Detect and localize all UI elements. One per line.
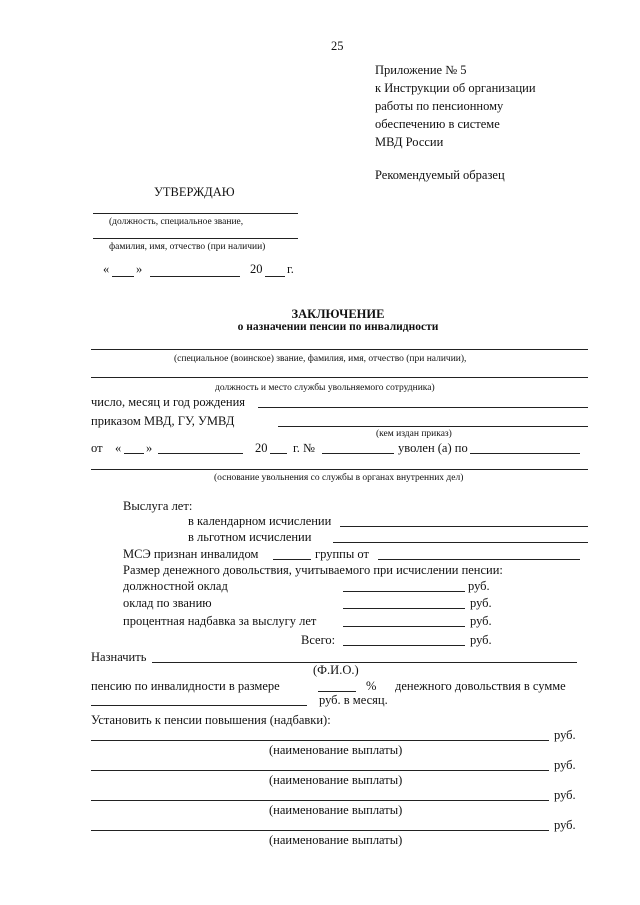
appendix-line-5: МВД России xyxy=(375,135,444,149)
total-rub: руб. xyxy=(470,633,492,647)
pension-sum-line[interactable] xyxy=(91,705,307,706)
increase-rub-3: руб. xyxy=(554,788,576,802)
approve-year-suffix: г. xyxy=(287,262,294,276)
order-year-line[interactable] xyxy=(270,453,287,454)
approve-year-line[interactable] xyxy=(265,276,285,277)
document-subtitle: о назначении пенсии по инвалидности xyxy=(237,321,439,333)
approve-month-line[interactable] xyxy=(150,276,240,277)
salary-rub: руб. xyxy=(468,579,490,593)
sample-label: Рекомендуемый образец xyxy=(375,168,505,182)
approve-name-hint: фамилия, имя, отчество (при наличии) xyxy=(109,242,266,252)
birth-date-label: число, месяц и год рождения xyxy=(91,395,246,409)
pension-allowance-text: денежного довольствия в сумме xyxy=(395,679,566,693)
salary-label: должностной оклад xyxy=(123,579,228,593)
service-calendar-label: в календарном исчислении xyxy=(188,514,332,528)
appendix-line-3: работы по пенсионному xyxy=(375,99,504,113)
rank-salary-label: оклад по званию xyxy=(123,596,212,610)
bonus-label: процентная надбавка за выслугу лет xyxy=(123,614,317,628)
salary-line[interactable] xyxy=(343,591,465,592)
order-from-label: от xyxy=(91,441,103,455)
order-close-quote: » xyxy=(146,441,153,455)
increase-hint-3: (наименование выплаты) xyxy=(269,803,403,817)
grounds-line[interactable] xyxy=(91,469,588,470)
increase-rub-2: руб. xyxy=(554,758,576,772)
service-title: Выслуга лет: xyxy=(123,499,193,513)
increase-line-4[interactable] xyxy=(91,830,549,831)
service-calendar-line[interactable] xyxy=(340,526,588,527)
increase-line-3[interactable] xyxy=(91,800,549,801)
order-number-line[interactable] xyxy=(322,453,394,454)
document-title: ЗАКЛЮЧЕНИЕ xyxy=(291,307,385,321)
assign-fio-hint: (Ф.И.О.) xyxy=(313,663,359,677)
birth-date-line[interactable] xyxy=(258,407,588,408)
approve-date-close-quote: » xyxy=(136,262,143,276)
order-label: приказом МВД, ГУ, УМВД xyxy=(91,414,235,428)
pension-text: пенсию по инвалидности в размере xyxy=(91,679,280,693)
assign-fio-line[interactable] xyxy=(152,662,577,663)
mse-date-line[interactable] xyxy=(378,559,580,560)
increase-rub-1: руб. xyxy=(554,728,576,742)
approve-year-prefix: 20 xyxy=(250,262,263,276)
total-label: Всего: xyxy=(301,633,336,647)
service-preferential-line[interactable] xyxy=(333,542,588,543)
approve-position-line[interactable] xyxy=(93,213,298,214)
increase-hint-2: (наименование выплаты) xyxy=(269,773,403,787)
dismissed-grounds-line[interactable] xyxy=(470,453,580,454)
increase-title: Установить к пенсии повышения (надбавки): xyxy=(91,713,331,727)
order-open-quote: « xyxy=(115,441,122,455)
mse-label: МСЭ признан инвалидом xyxy=(123,547,259,561)
increase-line-1[interactable] xyxy=(91,740,549,741)
rank-name-hint: (специальное (воинское) звание, фамилия, имя, отчество (при наличии), xyxy=(174,354,467,364)
order-issuer-line[interactable] xyxy=(278,426,588,427)
approve-date-open-quote: « xyxy=(103,262,110,276)
order-month-line[interactable] xyxy=(158,453,243,454)
mse-group-line[interactable] xyxy=(273,559,311,560)
approve-day-line[interactable] xyxy=(112,276,134,277)
order-year-prefix: 20 xyxy=(255,441,268,455)
increase-rub-4: руб. xyxy=(554,818,576,832)
grounds-hint: (основание увольнения со службы в органах внутренних дел) xyxy=(214,473,464,483)
position-hint: должность и место службы увольняемого сотрудника) xyxy=(215,383,435,393)
rank-name-line[interactable] xyxy=(91,349,588,350)
bonus-rub: руб. xyxy=(470,614,492,628)
position-line[interactable] xyxy=(91,377,588,378)
page-number: 25 xyxy=(331,39,344,53)
pension-percent-line[interactable] xyxy=(318,691,356,692)
rank-salary-line[interactable] xyxy=(343,608,465,609)
pension-percent-sign: % xyxy=(366,679,377,693)
order-issuer-hint: (кем издан приказ) xyxy=(376,429,452,439)
allowance-title: Размер денежного довольствия, учитываемого при исчислении пенсии: xyxy=(123,563,503,577)
dismissed-label: уволен (а) по xyxy=(398,441,468,455)
appendix-line-1: Приложение № 5 xyxy=(375,63,467,77)
approve-title: УТВЕРЖДАЮ xyxy=(154,185,235,199)
bonus-line[interactable] xyxy=(343,626,465,627)
approve-position-hint: (должность, специальное звание, xyxy=(109,217,244,227)
increase-hint-1: (наименование выплаты) xyxy=(269,743,403,757)
approve-name-line[interactable] xyxy=(93,238,298,239)
assign-label: Назначить xyxy=(91,650,147,664)
appendix-line-2: к Инструкции об организации xyxy=(375,81,536,95)
mse-group-label: группы от xyxy=(315,547,369,561)
order-day-line[interactable] xyxy=(124,453,144,454)
total-line[interactable] xyxy=(343,645,465,646)
order-number-label: г. № xyxy=(293,441,315,455)
pension-per-month: руб. в месяц. xyxy=(319,693,388,707)
rank-salary-rub: руб. xyxy=(470,596,492,610)
service-preferential-label: в льготном исчислении xyxy=(188,530,312,544)
appendix-line-4: обеспечению в системе xyxy=(375,117,500,131)
increase-line-2[interactable] xyxy=(91,770,549,771)
increase-hint-4: (наименование выплаты) xyxy=(269,833,403,847)
